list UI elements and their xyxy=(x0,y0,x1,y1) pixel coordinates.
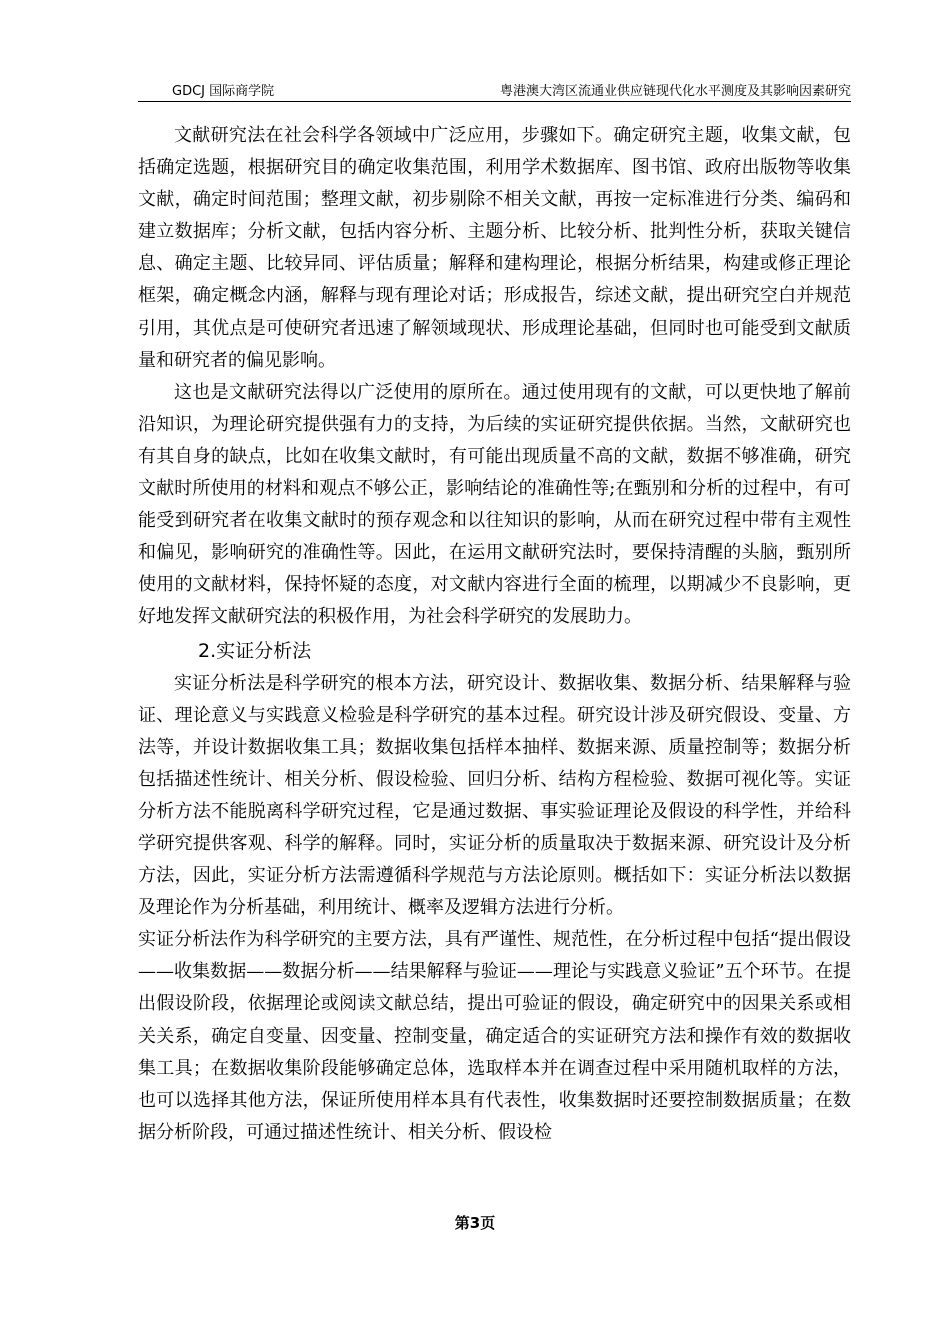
paragraph-empirical-process: 实证分析法作为科学研究的主要方法，具有严谨性、规范性，在分析过程中包括“提出假设——收集数据——数据分析——结果解释与验证——理论与实践意义验证”五个环节。在提出假设阶段，依据理论或阅读文献总结，提出可验证的假设，确定研究中的因果关系或相关关系，确定自变量、因变量、控制变量，确定适合的实证研究方法和操作有效的数据收集工具；在数据收集阶段能够确定总体，选取样本并在调查过程中采用随机取样的方法，也可以选择其他方法，保证所使用样本具有代表性，收集数据时还要控制数据质量；在数据分析阶段，可通过描述性统计、相关分析、假设检 xyxy=(138,929,851,1143)
page-number: 第3页 xyxy=(454,1214,496,1232)
document-body xyxy=(138,120,851,1149)
paragraph-literature-method-pros-cons: 这也是文献研究法得以广泛使用的原所在。通过使用现有的文献，可以更快地了解前沿知识，为理论研究提供强有力的支持，为后续的实证研究提供依据。当然，文献研究也有其自身的缺点，比如在收集文献时，有可能出现质量不高的文献，数据不够准确，研究文献时所使用的材料和观点不够公正，影响结论的准确性等;在甄别和分析的过程中，有可能受到研究者在收集文献时的预存观念和以往知识的影响，从而在研究过程中带有主观性和偏见，影响研究的准确性等。因此，在运用文献研究法时，要保持清醒的头脑，甄别所使用的文献材料，保持怀疑的态度，对文献内容进行全面的梳理，以期减少不良影响，更好地发挥文献研究法的积极作用，为社会科学研究的发展助力。 xyxy=(138,381,851,628)
section-heading-empirical-analysis: 2.实证分析法 xyxy=(198,639,312,662)
header-divider xyxy=(138,101,851,102)
paragraph-empirical-definition: 实证分析法是科学研究的根本方法，研究设计、数据收集、数据分析、结果解释与验证、理论意义与实践意义检验是科学研究的基本过程。研究设计涉及研究假设、变量、方法等，并设计数据收集工具；数据收集包括样本抽样、数据来源、质量控制等；数据分析包括描述性统计、相关分析、假设检验、回归分析、结构方程检验、数据可视化等。实证分析方法不能脱离科学研究过程，它是通过数据、事实验证理论及假设的科学性，并给科学研究提供客观、科学的解释。同时，实证分析的质量取决于数据来源、研究设计及分析方法，因此，实证分析方法需遵循科学规范与方法论原则。概括如下：实证分析法以数据及理论作为分析基础，利用统计、概率及逻辑方法进行分析。 xyxy=(138,672,851,919)
header-paper-title: 粤港澳大湾区流通业供应链现代化水平测度及其影响因素研究 xyxy=(499,84,851,99)
header-institution: GDCJ 国际商学院 xyxy=(172,84,275,99)
running-header xyxy=(138,76,851,100)
paragraph-literature-method-steps: 文献研究法在社会科学各领域中广泛应用，步骤如下。确定研究主题，收集文献，包括确定选题，根据研究目的确定收集范围，利用学术数据库、图书馆、政府出版物等收集文献，确定时间范围；整理文献，初步剔除不相关文献，再按一定标准进行分类、编码和建立数据库；分析文献，包括内容分析、主题分析、比较分析、批判性分析，获取关键信息、确定主题、比较异同、评估质量；解释和建构理论，根据分析结果，构建或修正理论框架，确定概念内涵，解释与现有理论对话；形成报告，综述文献，提出研究空白并规范引用，其优点是可使研究者迅速了解领域现状、形成理论基础，但同时也可能受到文献质量和研究者的偏见影响。 xyxy=(138,125,851,371)
